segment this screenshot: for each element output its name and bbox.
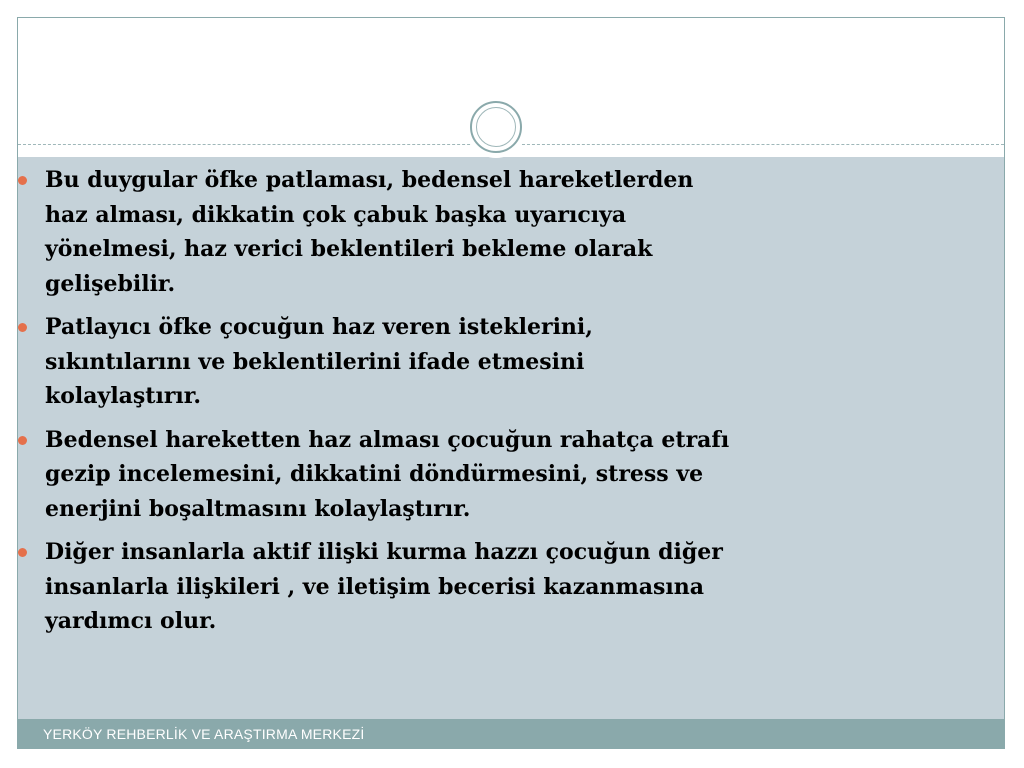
decorative-inner-ring-icon	[476, 107, 516, 147]
bullet-line: sıkıntılarını ve beklentilerini ifade etmesini	[45, 348, 585, 375]
bullet-line: kolaylaştırır.	[45, 383, 202, 409]
bullet-dot-icon	[18, 323, 27, 332]
footer-text: YERKÖY REHBERLİK VE ARAŞTIRMA MERKEZİ	[43, 726, 365, 742]
bullet-line: yönelmesi, haz verici beklentileri bekleme olarak	[45, 236, 653, 262]
footer-bar	[18, 719, 1004, 749]
bullet-item-1	[18, 163, 868, 301]
bullet-dot-icon	[18, 548, 27, 557]
bullet-item-4	[18, 535, 868, 639]
bullet-line: insanlarla ilişkileri , ve iletişim becerisi kazanmasına	[45, 573, 705, 600]
bullet-dot-icon	[18, 176, 27, 185]
bullet-list	[18, 163, 868, 648]
bullet-line: gezip incelemesini, dikkatini döndürmesini, stress ve	[45, 461, 704, 487]
bullet-line: Patlayıcı öfke çocuğun haz veren isteklerini,	[45, 314, 593, 340]
bullet-item-2	[18, 310, 868, 414]
bullet-line: enerjini boşaltmasını kolaylaştırır.	[45, 495, 471, 522]
bullet-item-3	[18, 423, 868, 527]
bullet-line: gelişebilir.	[45, 270, 176, 297]
bullet-line: Diğer insanlarla aktif ilişki kurma hazzı çocuğun diğer	[45, 539, 723, 565]
bullet-line: haz alması, dikkatin çok çabuk başka uyarıcıya	[45, 201, 627, 228]
bullet-dot-icon	[18, 436, 27, 445]
bullet-line: Bu duygular öfke patlaması, bedensel hareketlerden	[45, 167, 694, 193]
bullet-line: Bedensel hareketten haz alması çocuğun rahatça etrafı	[45, 426, 730, 453]
bullet-line: yardımcı olur.	[45, 608, 217, 634]
